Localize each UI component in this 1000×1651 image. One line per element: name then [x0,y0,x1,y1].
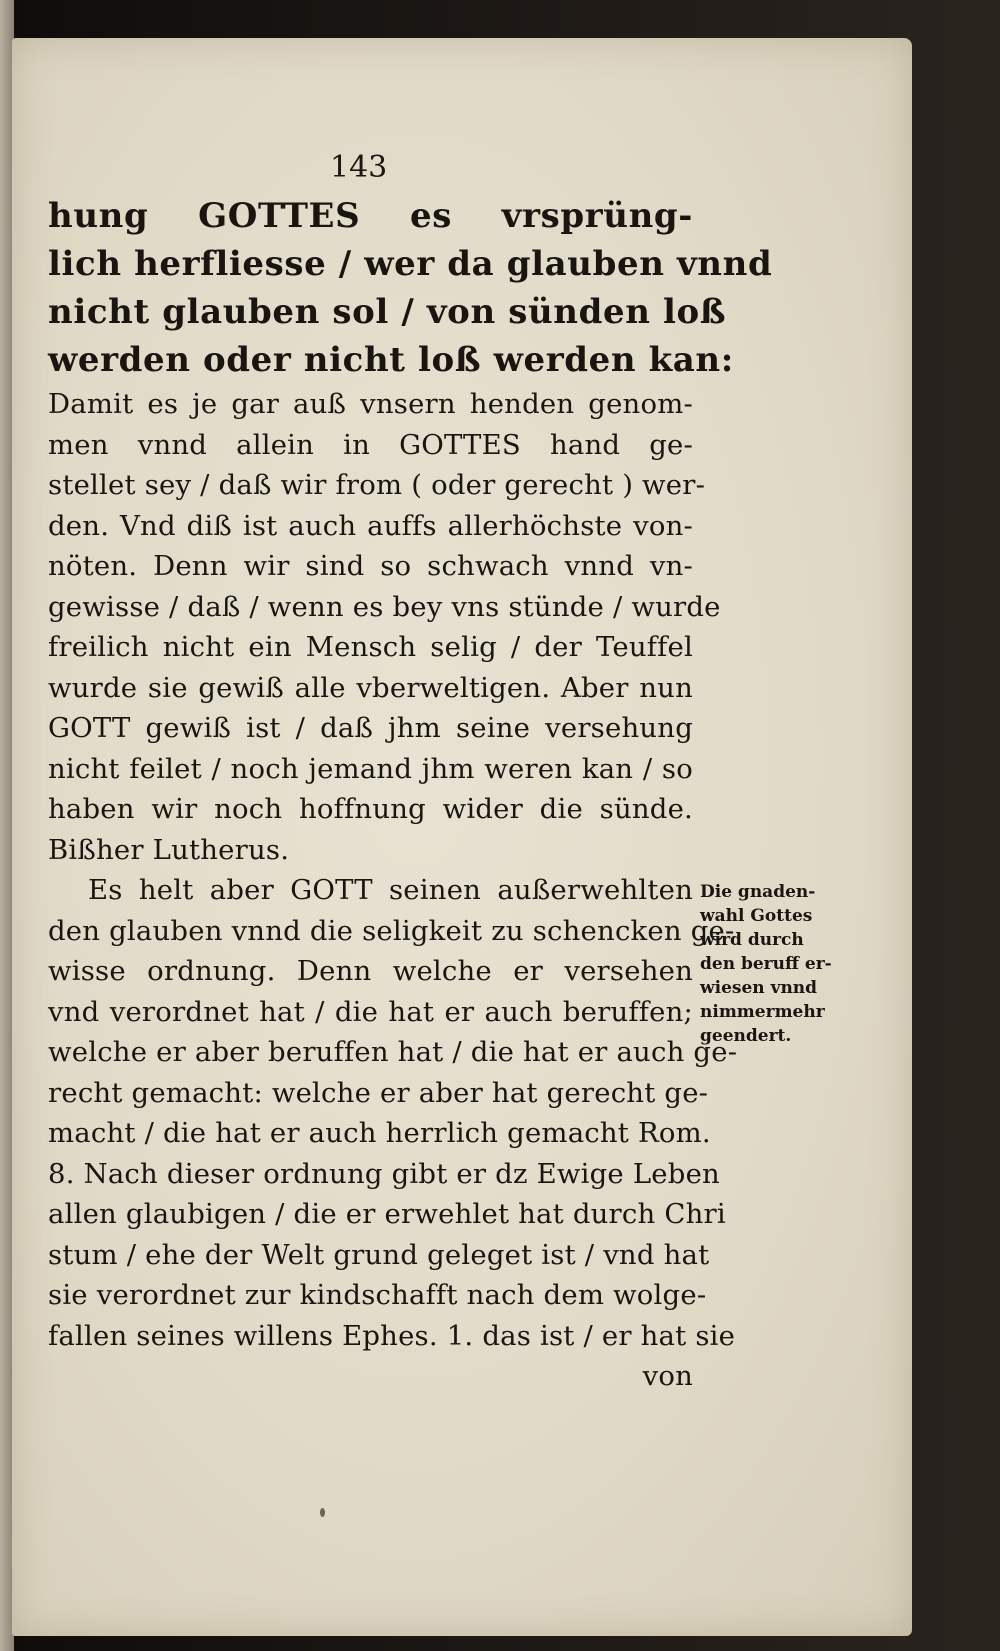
text-line: lich herfliesse / wer da glauben vnnd [48,244,773,284]
text-line: stum / ehe der Welt grund geleget ist / vnd hat [48,1238,710,1271]
marginal-line: den beruff er- [700,954,832,974]
text-line: den glauben vnnd die seligkeit zu schencken ge- [48,914,735,947]
text-line: den. Vnd diß ist auch auffs allerhöchste von- [48,509,693,542]
text-line: macht / die hat er auch herrlich gemacht Rom. [48,1117,711,1149]
text-line: gewisse / daß / wenn es bey vns stünde / wurde [48,590,721,623]
text-line: sie verordnet zur kindschafft nach dem wolge- [48,1279,707,1311]
text-line: wisse ordnung. Denn welche er versehen [48,955,693,987]
text-line: hung GOTTES es vrsprüng- [48,196,693,236]
marginal-line: nimmermehr [700,1002,825,1022]
text-line: nicht glauben sol / von sünden loß [48,292,727,332]
page-number: 143 [330,150,388,185]
text-line: werden oder nicht loß werden kan: [48,340,734,380]
catchword: von [642,1360,693,1392]
text-line: fallen seines willens Ephes. 1. das ist / er hat sie [48,1319,736,1352]
text-line: allen glaubigen / die er erwehlet hat durch Chri [48,1198,726,1230]
text-line: nöten. Denn wir sind so schwach vnnd vn- [48,550,693,582]
text-line: haben wir noch hoffnung wider die sünde. [48,793,693,825]
text-line: men vnnd allein in GOTTES hand ge- [48,428,693,461]
first-paragraph [48,384,721,870]
marginal-line: Die gnaden- [700,882,816,902]
paper-speck [320,1508,325,1517]
text-line: recht gemacht: welche er aber hat gerecht ge- [48,1076,709,1109]
text-line: 8. Nach dieser ordnung gibt er dz Ewige Leben [48,1157,720,1190]
marginal-note [700,880,850,1048]
marginal-line: wiesen vnnd [700,978,818,998]
marginal-line: geendert. [700,1026,792,1046]
text-line: stellet sey / daß wir from ( oder gerecht ) wer- [48,469,706,501]
text-line: Damit es je gar auß vnsern henden genom- [48,388,693,420]
text-line: nicht feilet / noch jemand jhm weren kan / so [48,752,693,785]
text-line: Es helt aber GOTT seinen außerwehlten [88,874,693,906]
second-paragraph [48,870,738,1397]
text-line: wurde sie gewiß alle vberweltigen. Aber nun [48,671,693,704]
text-line: GOTT gewiß ist / daß jhm seine versehung [48,712,693,744]
marginal-line: wahl Gottes [700,906,813,926]
text-line: Bißher Lutherus. [48,833,290,866]
text-line: freilich nicht ein Mensch selig / der Teuffel [48,631,693,663]
marginal-line: wird durch [700,930,804,950]
text-line: vnd verordnet hat / die hat er auch beruffen; [48,995,693,1028]
opening-lines [48,192,773,384]
text-line: welche er aber beruffen hat / die hat er auch ge- [48,1036,738,1068]
